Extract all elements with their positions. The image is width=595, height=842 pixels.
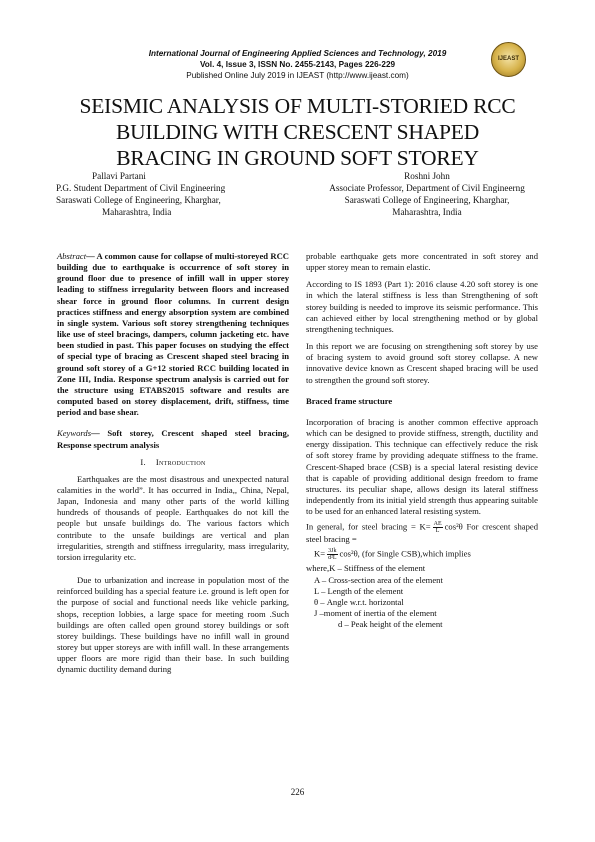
paragraph-continued: probable earthquake gets more concentrated in soft storey and upper storey mean to remain elastic.	[306, 251, 538, 273]
subheading-braced-frame: Braced frame structure	[306, 395, 393, 406]
abstract-text: — A common cause for collapse of multi-storeyed RCC building due to earthquake is occurrence of soft storey in ground floor due to presence of infill wall in upper storey leading to stiffness irregularity between floors and increased shear force in ground floor columns. In current design practices stiffness and energy absorption system are combined in single system. Various soft storey strengthening techniques like use of steel bracings, dampers, column jacketing etc. have been studied in past. This paper focuses on studying the effect of special type of bracing as Crescent shaped steel bracing in ground soft storey of a G+12 storied RCC building located in Zone III, India. Response spectrum analysis is carried out for the structure using ETABS2015 software and results are computed based on storey displacement, drift, stiffness, time period and base shear.	[57, 251, 289, 418]
journal-volume: Vol. 4, Issue 3, ISSN No. 2455-2143, Pages 226-229	[199, 60, 396, 69]
equation-steel-bracing	[306, 521, 538, 545]
paragraph-focus: In this report we are focusing on strengthening soft storey by use of bracing system to avoid ground soft storey collapse. A new innovative device known as Crescent shaped bracing will be used to strengthen the ground soft storey.	[306, 341, 538, 385]
author-affiliation-1: Associate Professor, Department of Civil Engineerng	[329, 183, 525, 193]
equation-crescent-bracing	[306, 548, 538, 561]
author-affiliation-3: Maharashtra, India	[102, 207, 172, 217]
fraction	[327, 548, 337, 561]
author-affiliation-1: P.G. Student Department of Civil Engineering	[56, 183, 226, 193]
intro-paragraph-1: Earthquakes are the most disastrous and unexpected natural calamities in the world”. It has occurred in India,, China, Nepal, Japan, Indonesia and many other parts of the world killing hundreds of thousands of people. Earthquakes do not kill the people but unsafe buildings do. The various factors which contribute to the unsafe buildings are vertical and plan irregularities, strength and stiffness irregularity, mass irregularity, torsion irregularity etc.	[57, 473, 289, 562]
logo-text: IJEAST	[497, 56, 519, 62]
fraction	[433, 521, 443, 534]
keywords-text: — Soft storey, Crescent shaped steel bracing, Response spectrum analysis	[57, 428, 289, 450]
fraction-numerator: 3Jk	[328, 548, 337, 555]
section-number: I.	[140, 456, 147, 467]
fraction-denominator: d²L	[328, 555, 337, 562]
intro-paragraph-2: Due to urbanization and increase in population most of the reinforced building has a special feature i.e. ground is left open for the purpose of social and functional needs like vehicle parking, shops, reception lobbies, a large space for meeting room .Such buildings are often called open ground storey buildings or soft storey buildings. These buildings have no infill wall in ground storey but upper storeys are with infill wall. In these arrangements upper floors are more rigid than their base. In such building dynamic ductility demand during	[57, 575, 289, 675]
journal-published: Published Online July 2019 in IJEAST (http://www.ijeast.com)	[186, 71, 409, 80]
definition-item: θ – Angle w.r.t. horizontal	[314, 596, 404, 607]
section-title: Introduction	[155, 456, 206, 467]
equation-suffix: cos²θ For crescent shaped steel bracing =	[306, 521, 538, 545]
page-number: 226	[290, 787, 305, 797]
author-name: Roshni John	[404, 171, 450, 181]
definition-item: J –moment of inertia of the element	[314, 608, 437, 619]
journal-logo-icon	[491, 42, 526, 77]
variable-definitions	[306, 563, 538, 630]
equation-suffix: cos²θ, (for Single CSB),which implies	[339, 548, 471, 559]
author-2	[312, 170, 542, 218]
equation-prefix: K=	[314, 548, 326, 559]
paragraph-bracing: Incorporation of bracing is another common effective approach which can be designed to provide stiffness, strength, ductility and energy dissipation. This technique can effectively reduce the risk of soft storey frame by providing adequate stiffness to the frame. Crescent-Shaped brace (CSB) is a special lateral resisting device that is capable of providing additional design freedom to frame structures. its peculiar shape, allows design its lateral stiffness independently from its initial yield strength thus appearing suitable to be used for an enhanced lateral resisting system.	[306, 416, 538, 517]
journal-header	[70, 48, 525, 81]
title-line-3: BRACING IN GROUND SOFT STOREY	[116, 146, 479, 170]
author-affiliation-2: Saraswati College of Engineering, Kharghar,	[56, 195, 221, 205]
right-column	[306, 251, 538, 630]
definition-item: d – Peak height of the element	[338, 619, 443, 630]
paper-title	[40, 93, 555, 171]
fraction-numerator: AE	[433, 521, 442, 528]
definition-item: A – Cross-section area of the element	[314, 574, 443, 585]
left-column	[57, 251, 289, 681]
author-affiliation-3: Maharashtra, India	[392, 207, 462, 217]
keywords	[57, 428, 289, 450]
title-line-1: SEISMIC ANALYSIS OF MULTI-STORIED RCC	[79, 94, 516, 118]
keywords-label: Keywords	[57, 428, 92, 439]
section-heading-introduction	[57, 457, 289, 468]
author-name: Pallavi Partani	[92, 171, 146, 181]
equation-prefix: In general, for steel bracing = K=	[306, 521, 431, 532]
journal-name: International Journal of Engineering Applied Sciences and Technology, 2019	[148, 49, 447, 58]
abstract-label: Abstract	[57, 251, 87, 261]
author-1	[56, 170, 296, 218]
definition-item: L – Length of the element	[314, 585, 404, 596]
abstract	[57, 251, 289, 418]
paragraph-is1893: According to IS 1893 (Part 1): 2016 clause 4.20 soft storey is one in which the lateral stiffness is less than Strengthening of soft storey building is needed to improve its seismic performance. This can achieved either by local strengthening method or by global strengthening techniques.	[306, 279, 538, 334]
definition-where: where,K – Stiffness of the element	[306, 563, 426, 574]
author-affiliation-2: Saraswati College of Engineering, Kharghar,	[344, 195, 510, 205]
title-line-2: BUILDING WITH CRESCENT SHAPED	[115, 120, 480, 144]
fraction-denominator: L	[435, 528, 440, 535]
